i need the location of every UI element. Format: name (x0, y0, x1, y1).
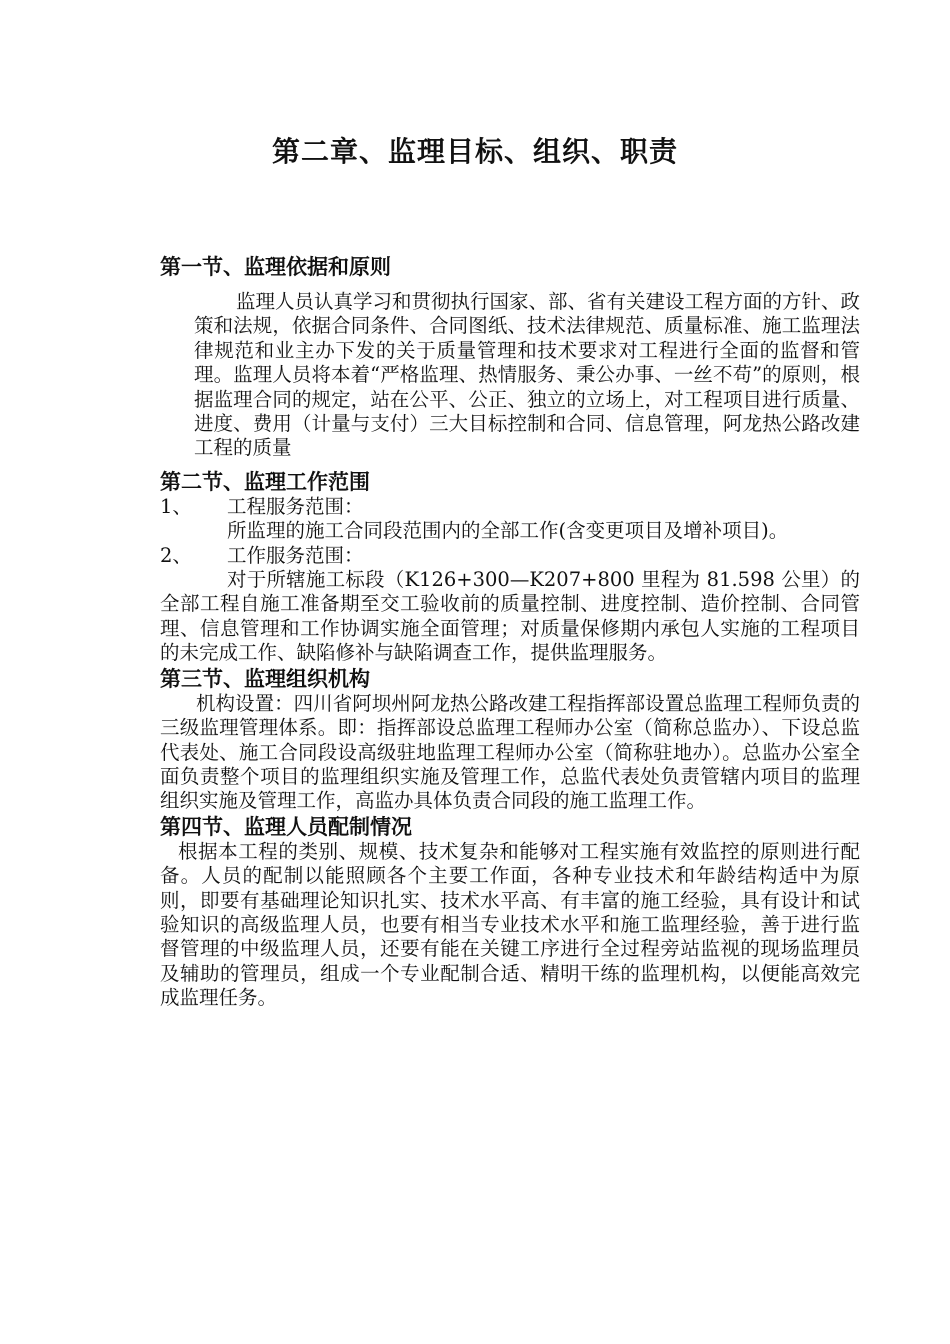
section-2 (160, 469, 860, 666)
section-4-paragraph: 根据本工程的类别、规模、技术复杂和能够对工程实施有效监控的原则进行配备。人员的配制以能照顾各个主要工作面，各种专业技术和年龄结构适中为原则，即要有基础理论知识扎实、技术水平高、有丰富的施工经验，具有设计和试验知识的高级监理人员，也要有相当专业技术水平和施工监理经验，善于进行监督管理的中级监理人员，还要有能在关键工序进行全过程旁站监视的现场监理员及辅助的管理员，组成一个专业配制合适、精明干练的监理机构，以便能高效完成监理任务。 (160, 839, 860, 1010)
scope-item-1-label: 工程服务范围： (227, 494, 364, 518)
section-1-paragraph: 监理人员认真学习和贯彻执行国家、部、省有关建设工程方面的方针、政策和法规，依据合同条件、合同图纸、技术法律规范、质量标准、施工监理法律规范和业主办下发的关于质量管理和技术要求对工程进行全面的监督和管理。监理人员将本着“严格监理、热情服务、秉公办事、一丝不苟”的原则，根据监理合同的规定，站在公平、公正、独立的立场上，对工程项目进行质量、进度、费用（计量与支付）三大目标控制和合同、信息管理，阿龙热公路改建工程的质量 (194, 290, 861, 460)
scope-item-1-body: 所监理的施工合同段范围内的全部工作(含变更项目及增补项目)。 (227, 519, 789, 543)
scope-item-1-number: 1、 (160, 494, 192, 518)
section-4-heading: 第四节、监理人员配制情况 (160, 814, 412, 839)
scope-item-1 (160, 495, 860, 519)
section-1 (160, 254, 860, 461)
chapter-title: 第二章、监理目标、组织、职责 (271, 135, 678, 168)
section-3 (160, 666, 860, 814)
section-3-paragraph: 机构设置：四川省阿坝州阿龙热公路改建工程指挥部设置总监理工程师负责的三级监理管理体系。即：指挥部设总监理工程师办公室（简称总监办）、下设总监代表处、施工合同段设高级驻地监理工程师办公室（简称驻地办）。总监办公室全面负责整个项目的监理组织实施及管理工作，总监代表处负责管辖内项目的监理组织实施及管理工作，高监办具体负责合同段的施工监理工作。 (160, 691, 860, 813)
section-2-heading: 第二节、监理工作范围 (160, 469, 370, 494)
scope-item-2-body: 对于所辖施工标段（K126+300—K207+800 里程为 81.598 公里）的全部工程自施工准备期至交工验收前的质量控制、进度控制、造价控制、合同管理、信息管理和工作协调实施全面管理；对质量保修期内承包人实施的工程项目的未完成工作、缺陷修补与缺陷调查工作，提供监理服务。 (160, 568, 860, 665)
section-3-heading: 第三节、监理组织机构 (160, 666, 370, 691)
section-1-heading: 第一节、监理依据和原则 (160, 255, 391, 279)
scope-item-2 (160, 544, 860, 568)
scope-item-2-label: 工作服务范围： (227, 543, 364, 567)
scope-item-2-number: 2、 (160, 543, 192, 567)
document-body (160, 250, 860, 1011)
section-4 (160, 814, 860, 1011)
